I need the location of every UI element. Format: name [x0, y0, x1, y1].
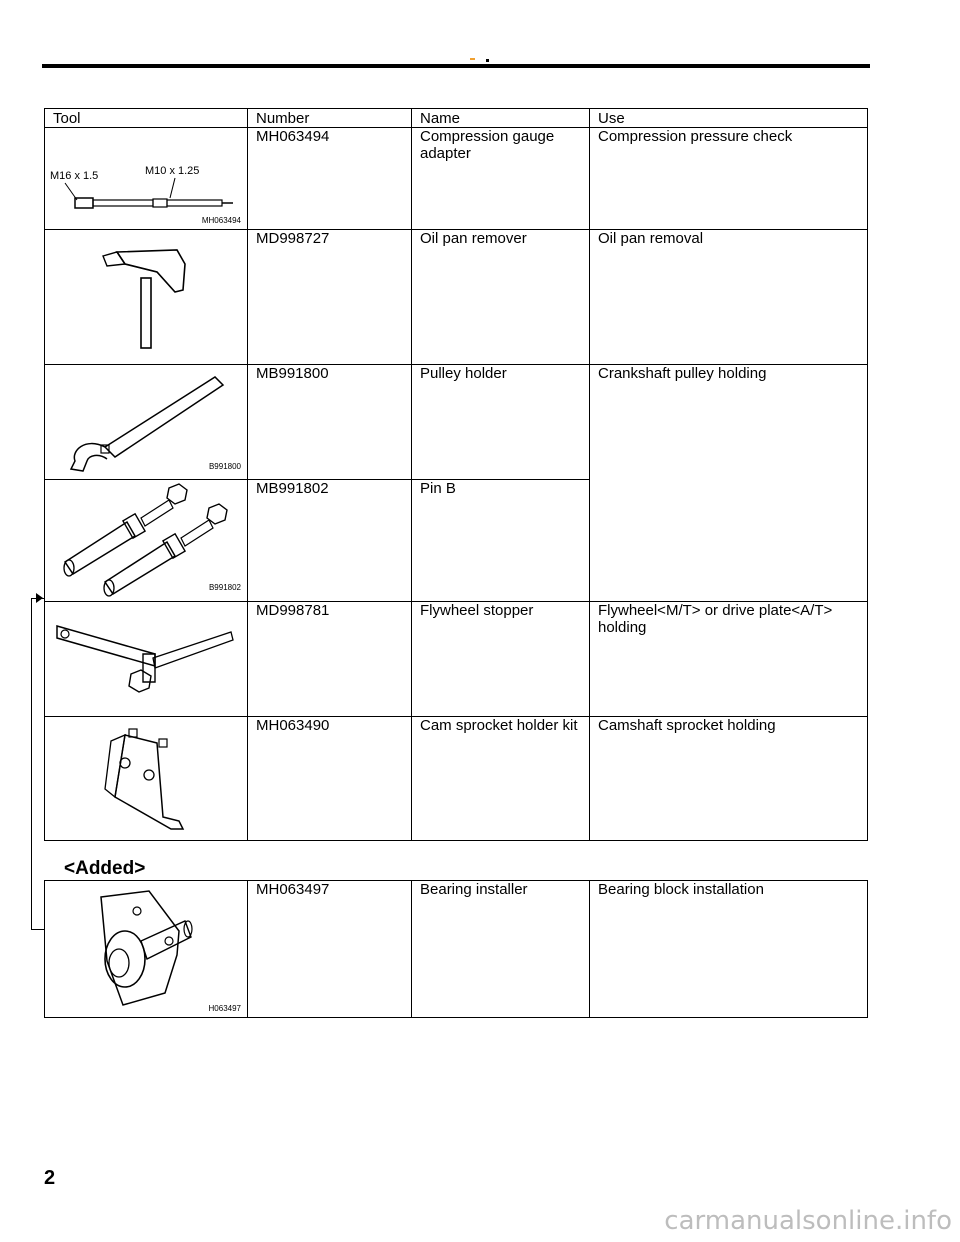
- tool-name: Oil pan remover: [412, 230, 590, 365]
- insertion-bracket: [31, 598, 44, 930]
- tool-use: Flywheel<M/T> or drive plate<A/T> holding: [590, 602, 868, 717]
- tool-use: Crankshaft pulley holding: [590, 365, 868, 602]
- tool-use: Oil pan removal: [590, 230, 868, 365]
- tool-number: MD998781: [248, 602, 412, 717]
- tool-name: Bearing installer: [412, 881, 590, 1018]
- tool-name: Compression gauge adapter: [412, 128, 590, 230]
- compression-gauge-adapter-illustration: [45, 128, 247, 229]
- header-mark: [470, 58, 475, 60]
- tool-number: MB991802: [248, 480, 412, 602]
- tool-name: Pulley holder: [412, 365, 590, 480]
- header-name: Name: [412, 109, 590, 128]
- cam-sprocket-holder-kit-illustration: [45, 717, 247, 840]
- table-header-row: [45, 109, 868, 128]
- tool-image-cell: [45, 480, 248, 602]
- image-code: MH063494: [201, 216, 241, 225]
- pin-b-illustration: [45, 480, 247, 601]
- added-tools-table: [44, 880, 868, 1018]
- tool-name: Cam sprocket holder kit: [412, 717, 590, 841]
- tool-image-cell: [45, 128, 248, 230]
- image-code: B991802: [208, 583, 241, 592]
- oil-pan-remover-illustration: [45, 230, 247, 364]
- tool-image-cell: [45, 365, 248, 480]
- flywheel-stopper-illustration: [45, 602, 247, 716]
- header-number: Number: [248, 109, 412, 128]
- image-code: B991800: [208, 462, 241, 471]
- header-rule: [42, 64, 870, 68]
- tool-number: MD998727: [248, 230, 412, 365]
- header-dot: [486, 59, 489, 62]
- tool-image-cell: [45, 602, 248, 717]
- thread-label-m10: M10 x 1.25: [145, 165, 200, 177]
- bearing-installer-illustration: [45, 881, 247, 1017]
- tool-use: Camshaft sprocket holding: [590, 717, 868, 841]
- tool-name: Pin B: [412, 480, 590, 602]
- thread-label-m16: M16 x 1.5: [50, 170, 99, 182]
- table-row: [45, 365, 868, 480]
- tool-use: Compression pressure check: [590, 128, 868, 230]
- special-tools-table: [44, 108, 868, 841]
- page-number: 2: [44, 1167, 56, 1189]
- header-tool: Tool: [45, 109, 248, 128]
- insertion-arrow-icon: [36, 593, 43, 603]
- tool-image-cell: [45, 881, 248, 1018]
- table-row: [45, 717, 868, 841]
- table-row: [45, 230, 868, 365]
- added-section-label: <Added>: [64, 858, 146, 879]
- tool-use: Bearing block installation: [590, 881, 868, 1018]
- tool-number: MB991800: [248, 365, 412, 480]
- tool-image-cell: [45, 230, 248, 365]
- tool-name: Flywheel stopper: [412, 602, 590, 717]
- image-code: H063497: [208, 1004, 241, 1013]
- pulley-holder-illustration: [45, 365, 247, 479]
- header-use: Use: [590, 109, 868, 128]
- tool-image-cell: [45, 717, 248, 841]
- tool-number: MH063494: [248, 128, 412, 230]
- watermark: carmanualsonline.info: [664, 1206, 952, 1236]
- tool-number: MH063497: [248, 881, 412, 1018]
- tool-number: MH063490: [248, 717, 412, 841]
- table-row: [45, 602, 868, 717]
- table-row: [45, 881, 868, 1018]
- table-row: [45, 128, 868, 230]
